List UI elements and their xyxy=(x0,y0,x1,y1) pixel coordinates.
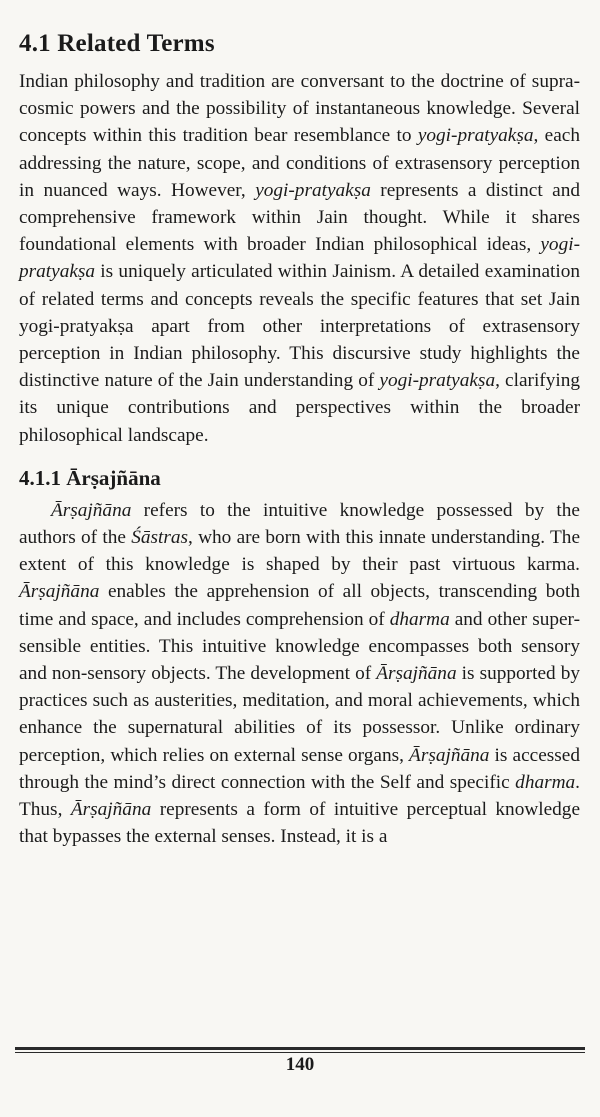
italic-term: Ārṣajñāna xyxy=(19,581,100,603)
subsection-heading: 4.1.1 Ārṣajñāna xyxy=(19,465,161,490)
italic-term: yogi-pratyakṣa xyxy=(255,179,371,201)
intro-paragraph: Indian philosophy and tradition are conversant to the doctrine of supra-cosmic powers and the possibility of instantaneous knowledge. Several concepts within this tradition bear resemblance to yogi-pratyakṣa, each addressing the nature, scope, and conditions of extrasensory perception in nuanced ways. However, yogi-pratyakṣa represents a distinct and comprehensive framework within Jain thought. While it shares foundational elements with broader Indian philosophical ideas, yogi-pratyakṣa is uniquely articulated within Jainism. A detailed examination of related terms and concepts reveals the specific features that set Jain yogi-pratyakṣa apart from other interpretations of extrasensory perception in Indian philosophy. This discursive study highlights the distinctive nature of the Jain understanding of yogi-pratyakṣa, clarifying its unique contributions and perspectives within the broader philosophical landscape. xyxy=(19,71,580,446)
italic-term: Ārṣajñāna xyxy=(51,499,132,521)
italic-term: Ārṣajñāna xyxy=(409,744,490,766)
page-number: 140 xyxy=(285,1054,315,1075)
italic-term: yogi-pratyakṣa xyxy=(379,370,496,392)
italic-term: Ārṣajñāna xyxy=(376,663,457,685)
italic-term: Ārṣajñāna xyxy=(70,799,152,821)
body-paragraph: Ārṣajñāna refers to the intuitive knowledge possessed by the authors of the Śāstras, who are born with this innate understanding. The extent of this knowledge is shaped by their past virtuous karma. Ārṣajñāna enables the apprehension of all objects, transcending both time and space, and includes comprehension of dharma and other super-sensible entities. This intuitive knowledge encompasses both sensory and non-sensory objects. The development of Ārṣajñāna is supported by practices such as austerities, meditation, and moral achievements, which enhance the supernatural abilities of its possessor. Unlike ordinary perception, which relies on external sense organs, Ārṣajñāna is accessed through the mind’s direct connection with the Self and specific dharma. Thus, Ārṣajñāna represents a form of intuitive perceptual knowledge that bypasses the external senses. Instead, it is a xyxy=(19,499,581,848)
italic-term: dharma xyxy=(515,771,576,793)
footer-rule xyxy=(15,1047,585,1050)
italic-term: yogi-pratyakṣa xyxy=(19,234,580,283)
italic-term: dharma xyxy=(389,608,450,630)
italic-term: yogi-pratyakṣa xyxy=(417,125,534,147)
section-heading: 4.1 Related Terms xyxy=(19,30,215,57)
italic-term: Śāstras xyxy=(131,527,188,549)
